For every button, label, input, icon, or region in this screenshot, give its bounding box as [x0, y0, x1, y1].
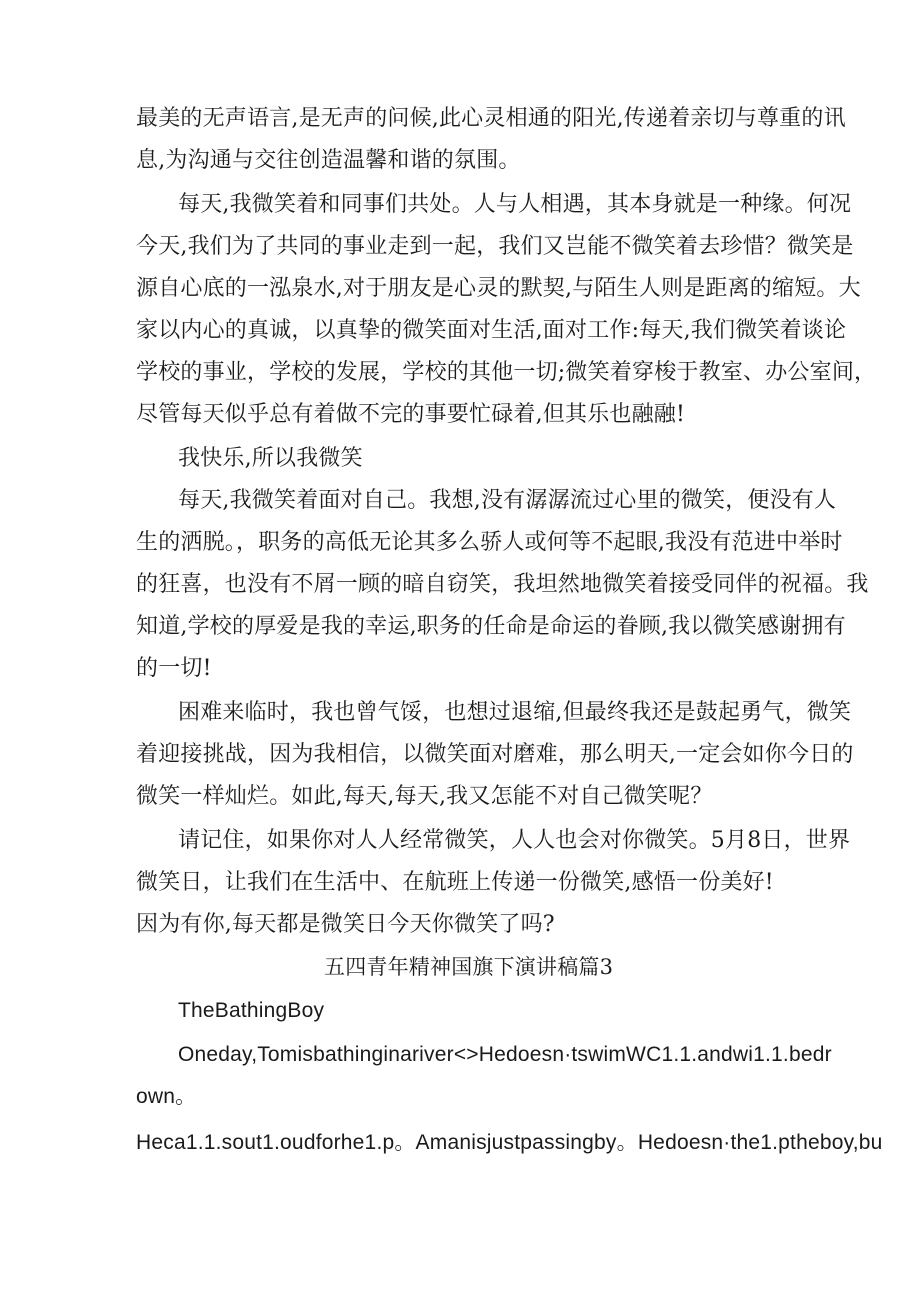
text-line: 尽管每天似乎总有着做不完的事要忙碌着,但其乐也融融!	[136, 402, 686, 427]
paragraph-line: 困难来临时，我也曾气馁，也想过退缩,但最终我还是鼓起勇气，微笑	[178, 700, 852, 725]
english-line: Heca1.1.sout1.oudforhe1.p。Amanisjustpassingby。Hedoesn·the1.ptheboy,bu	[136, 1131, 883, 1154]
text-line: 微笑日，让我们在生活中、在航班上传递一份微笑,感悟一份美好!	[136, 870, 774, 895]
paragraph-line: 每天,我微笑着和同事们共处。人与人相遇，其本身就是一种缘。何况	[178, 192, 852, 217]
text-line: 的一切!	[136, 656, 212, 681]
text-line: 源自心底的一泓泉水,对于朋友是心灵的默契,与陌生人则是距离的缩短。大	[136, 276, 861, 301]
text-line: 息,为沟通与交往创造温馨和谐的氛围。	[136, 148, 521, 173]
text-line: 生的洒脱。，职务的高低无论其多么骄人或何等不起眼,我没有范进中举时	[136, 530, 843, 555]
text-line: 知道,学校的厚爱是我的幸运,职务的任命是命运的眷顾,我以微笑感谢拥有	[136, 614, 846, 639]
text-line: 因为有你,每天都是微笑日今天你微笑了吗?	[136, 912, 555, 937]
english-title: TheBathingBoy	[178, 999, 325, 1022]
paragraph-line: 请记住，如果你对人人经常微笑，人人也会对你微笑。5月8日，世界	[178, 828, 851, 853]
text-line: 着迎接挑战，因为我相信，以微笑面对磨难，那么明天,一定会如你今日的	[136, 742, 854, 767]
text-line: 家以内心的真诚，以真挚的微笑面对生活,面对工作:每天,我们微笑着谈论	[136, 318, 847, 343]
english-line: own。	[136, 1085, 197, 1108]
text-line: 学校的事业，学校的发展，学校的其他一切;微笑着穿梭于教室、办公室间，	[136, 360, 877, 385]
section-title: 五四青年精神国旗下演讲稿篇3	[324, 955, 614, 979]
text-line: 今天,我们为了共同的事业走到一起，我们又岂能不微笑着去珍惜？微笑是	[136, 234, 854, 259]
text-line: 的狂喜，也没有不屑一顾的暗自窃笑，我坦然地微笑着接受同伴的祝福。我	[136, 572, 869, 597]
text-line: 最美的无声语言,是无声的问候,此心灵相通的阳光,传递着亲切与尊重的讯	[136, 106, 846, 131]
text-line: 微笑一样灿烂。如此,每天,每天,我又怎能不对自己微笑呢？	[136, 784, 713, 809]
english-line: Oneday,Tomisbathinginariver<>Hedoesn·tswimWC1.1.andwi1.1.bedr	[178, 1043, 832, 1066]
section-heading-line: 我快乐,所以我微笑	[178, 446, 363, 471]
paragraph-line: 每天,我微笑着面对自己。我想,没有潺潺流过心里的微笑，便没有人	[178, 488, 837, 513]
